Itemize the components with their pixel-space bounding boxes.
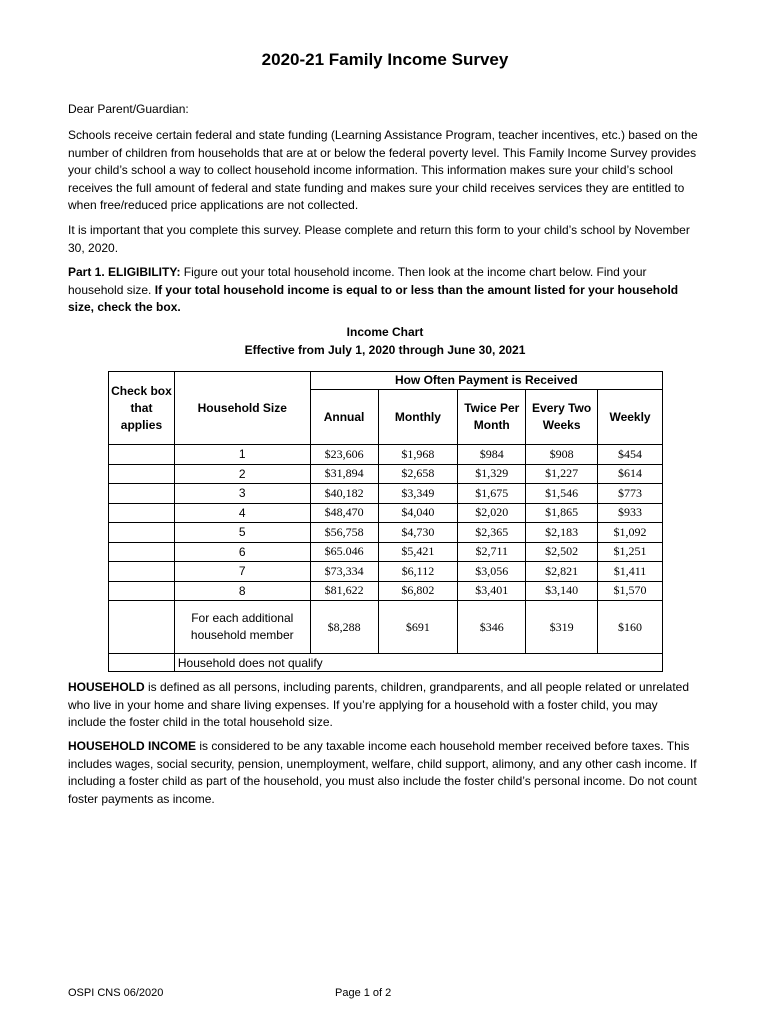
- checkbox-cell[interactable]: [109, 542, 175, 562]
- additional-member-cell: For each additional household member: [174, 601, 310, 654]
- part1-bold-text: If your total household income is equal to or less than the amount listed for your household size, check the box.: [68, 282, 679, 314]
- checkbox-cell[interactable]: [109, 562, 175, 582]
- weekly-cell: $773: [598, 484, 663, 504]
- household-size-cell: 4: [174, 503, 310, 523]
- header-monthly: Monthly: [378, 390, 458, 445]
- household-size-cell: 5: [174, 523, 310, 543]
- monthly-cell: $6,112: [378, 562, 458, 582]
- household-text: is defined as all persons, including parents, children, grandparents, and all people related or unrelated who live in your home and share living expenses. If you’re applying for a household with a foster child, you may include the foster child in the total household size.: [68, 680, 690, 729]
- twice-per-month-cell: $2,365: [458, 523, 526, 543]
- household-income-definition: [68, 738, 698, 808]
- household-size-cell: 2: [174, 464, 310, 484]
- twice-per-month-cell: $1,329: [458, 464, 526, 484]
- annual-cell: $56,758: [310, 523, 378, 543]
- every-two-weeks-cell: $1,865: [526, 503, 598, 523]
- weekly-cell: $1,570: [598, 581, 663, 601]
- monthly-cell: $3,349: [378, 484, 458, 504]
- checkbox-cell[interactable]: [109, 601, 175, 654]
- part1-text: Figure out your total household income. Then look at the income chart below. Find your household size.: [68, 265, 647, 297]
- every-two-weeks-cell: $2,821: [526, 562, 598, 582]
- header-annual: Annual: [310, 390, 378, 445]
- document-title: 2020-21 Family Income Survey: [261, 50, 509, 69]
- checkbox-cell[interactable]: [109, 503, 175, 523]
- header-every-two-weeks: Every Two Weeks: [526, 390, 598, 445]
- checkbox-cell[interactable]: [109, 445, 175, 465]
- footer-page-number: Page 1 of 2: [335, 987, 392, 999]
- header-payment-group: How Often Payment is Received: [310, 372, 662, 390]
- annual-cell: $8,288: [310, 601, 378, 654]
- twice-per-month-cell: $2,711: [458, 542, 526, 562]
- table-row: [109, 445, 663, 465]
- chart-subtitle: Effective from July 1, 2020 through June 30, 2021: [244, 343, 526, 357]
- every-two-weeks-cell: $1,546: [526, 484, 598, 504]
- table-row: [109, 562, 663, 582]
- weekly-cell: $160: [598, 601, 663, 654]
- greeting: Dear Parent/Guardian:: [68, 102, 189, 116]
- household-definition: [68, 679, 698, 732]
- table-row: [109, 503, 663, 523]
- twice-per-month-cell: $3,056: [458, 562, 526, 582]
- annual-cell: $40,182: [310, 484, 378, 504]
- household-size-cell: 7: [174, 562, 310, 582]
- every-two-weeks-cell: $3,140: [526, 581, 598, 601]
- part1-label: Part 1. ELIGIBILITY:: [68, 265, 181, 279]
- twice-per-month-cell: $1,675: [458, 484, 526, 504]
- weekly-cell: $614: [598, 464, 663, 484]
- twice-per-month-cell: $346: [458, 601, 526, 654]
- annual-cell: $81,622: [310, 581, 378, 601]
- weekly-cell: $1,251: [598, 542, 663, 562]
- every-two-weeks-cell: $2,183: [526, 523, 598, 543]
- household-size-cell: 1: [174, 445, 310, 465]
- household-income-label: HOUSEHOLD INCOME: [68, 739, 197, 753]
- household-income-text: is considered to be any taxable income each household member received before taxes. This includes wages, social security, pension, unemployment, welfare, child support, alimony, and any other cash income. If including a foster child as part of the household, you must also include the foster child’s personal income. Do not count foster payments as income.: [68, 739, 697, 806]
- monthly-cell: $1,968: [378, 445, 458, 465]
- annual-cell: $48,470: [310, 503, 378, 523]
- table-row-not-qualify: [109, 654, 663, 672]
- annual-cell: $73,334: [310, 562, 378, 582]
- every-two-weeks-cell: $1,227: [526, 464, 598, 484]
- household-size-cell: 6: [174, 542, 310, 562]
- table-row: [109, 464, 663, 484]
- every-two-weeks-cell: $908: [526, 445, 598, 465]
- monthly-cell: $6,802: [378, 581, 458, 601]
- table-row: [109, 581, 663, 601]
- monthly-cell: $4,730: [378, 523, 458, 543]
- table-row: [109, 523, 663, 543]
- annual-cell: $23,606: [310, 445, 378, 465]
- part1-paragraph: [68, 264, 698, 317]
- header-household-size: Household Size: [174, 372, 310, 445]
- chart-title: Income Chart: [346, 325, 424, 339]
- not-qualify-cell: Household does not qualify: [174, 654, 662, 672]
- weekly-cell: $1,092: [598, 523, 663, 543]
- weekly-cell: $933: [598, 503, 663, 523]
- monthly-cell: $2,658: [378, 464, 458, 484]
- monthly-cell: $4,040: [378, 503, 458, 523]
- checkbox-cell[interactable]: [109, 464, 175, 484]
- checkbox-cell[interactable]: [109, 523, 175, 543]
- intro-paragraph: Schools receive certain federal and state funding (Learning Assistance Program, teacher incentives, etc.) based on the number of children from households that are at or below the federal poverty level. This Family Income Survey provides your child’s school a way to collect household income information. This information makes sure your child’s school receives the full amount of federal and state funding and makes sure your child receives services they are entitled to when free/reduced price applications are not collected.: [68, 128, 698, 212]
- weekly-cell: $1,411: [598, 562, 663, 582]
- monthly-cell: $5,421: [378, 542, 458, 562]
- income-chart-table: [108, 371, 663, 672]
- household-size-cell: 8: [174, 581, 310, 601]
- table-row: [109, 484, 663, 504]
- every-two-weeks-cell: $319: [526, 601, 598, 654]
- weekly-cell: $454: [598, 445, 663, 465]
- important-paragraph: It is important that you complete this survey. Please complete and return this form to your child’s school by November 30, 2020.: [68, 223, 690, 255]
- table-row-additional: [109, 601, 663, 654]
- header-check: Check box that applies: [109, 372, 175, 445]
- twice-per-month-cell: $3,401: [458, 581, 526, 601]
- header-weekly: Weekly: [598, 390, 663, 445]
- annual-cell: $65.046: [310, 542, 378, 562]
- monthly-cell: $691: [378, 601, 458, 654]
- table-row: [109, 542, 663, 562]
- every-two-weeks-cell: $2,502: [526, 542, 598, 562]
- twice-per-month-cell: $984: [458, 445, 526, 465]
- household-label: HOUSEHOLD: [68, 680, 145, 694]
- twice-per-month-cell: $2,020: [458, 503, 526, 523]
- checkbox-cell[interactable]: [109, 581, 175, 601]
- household-size-cell: 3: [174, 484, 310, 504]
- checkbox-cell[interactable]: [109, 484, 175, 504]
- header-twice-per-month: Twice Per Month: [458, 390, 526, 445]
- annual-cell: $31,894: [310, 464, 378, 484]
- checkbox-cell[interactable]: [109, 654, 175, 672]
- footer-form-id: OSPI CNS 06/2020: [68, 987, 164, 999]
